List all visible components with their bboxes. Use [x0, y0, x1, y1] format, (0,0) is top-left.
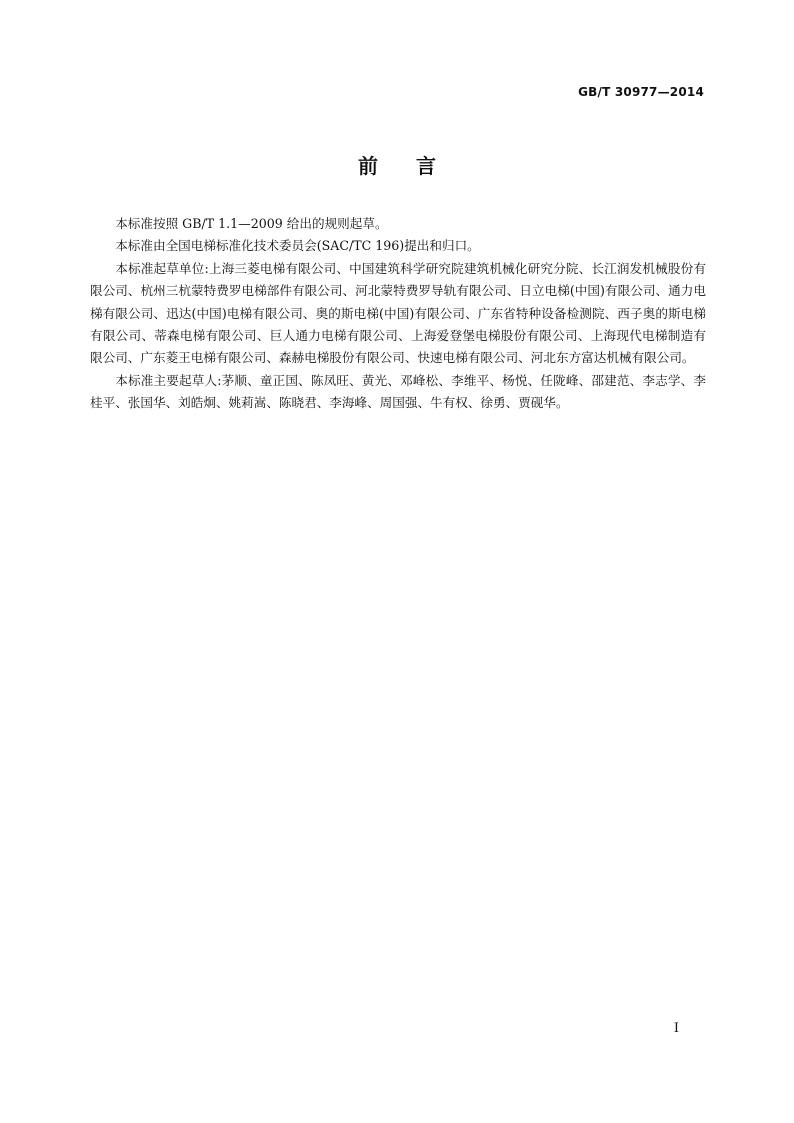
foreword-body	[90, 213, 706, 415]
paragraph-drafting-organizations: 本标准起草单位:上海三菱电梯有限公司、中国建筑科学研究院建筑机械化研究分院、长江润发机械股份有限公司、杭州三杭蒙特费罗电梯部件有限公司、河北蒙特费罗导轨有限公司、日立电梯(中国)有限公司、通力电梯有限公司、迅达(中国)电梯有限公司、奥的斯电梯(中国)有限公司、广东省特种设备检测院、西子奥的斯电梯有限公司、蒂森电梯有限公司、巨人通力电梯有限公司、上海爱登堡电梯股份有限公司、上海现代电梯制造有限公司、广东菱王电梯有限公司、森赫电梯股份有限公司、快速电梯有限公司、河北东方富达机械有限公司。	[90, 260, 706, 366]
page-number: I	[673, 1021, 679, 1036]
page-title: 前言	[358, 154, 474, 178]
standard-number: GB/T 30977—2014	[578, 85, 704, 99]
paragraph-drafting-rules: 本标准按照 GB/T 1.1—2009 给出的规则起草。	[115, 216, 388, 231]
paragraph-main-drafters: 本标准主要起草人:茅顺、童正国、陈凤旺、黄光、邓峰松、李维平、杨悦、任陇峰、邵建范、李志学、李桂平、张国华、刘皓炯、姚莉嵩、陈晓君、李海峰、周国强、牛有权、徐勇、贾砚华。	[90, 372, 706, 411]
paragraph-proposing-body: 本标准由全国电梯标准化技术委员会(SAC/TC 196)提出和归口。	[115, 238, 480, 254]
